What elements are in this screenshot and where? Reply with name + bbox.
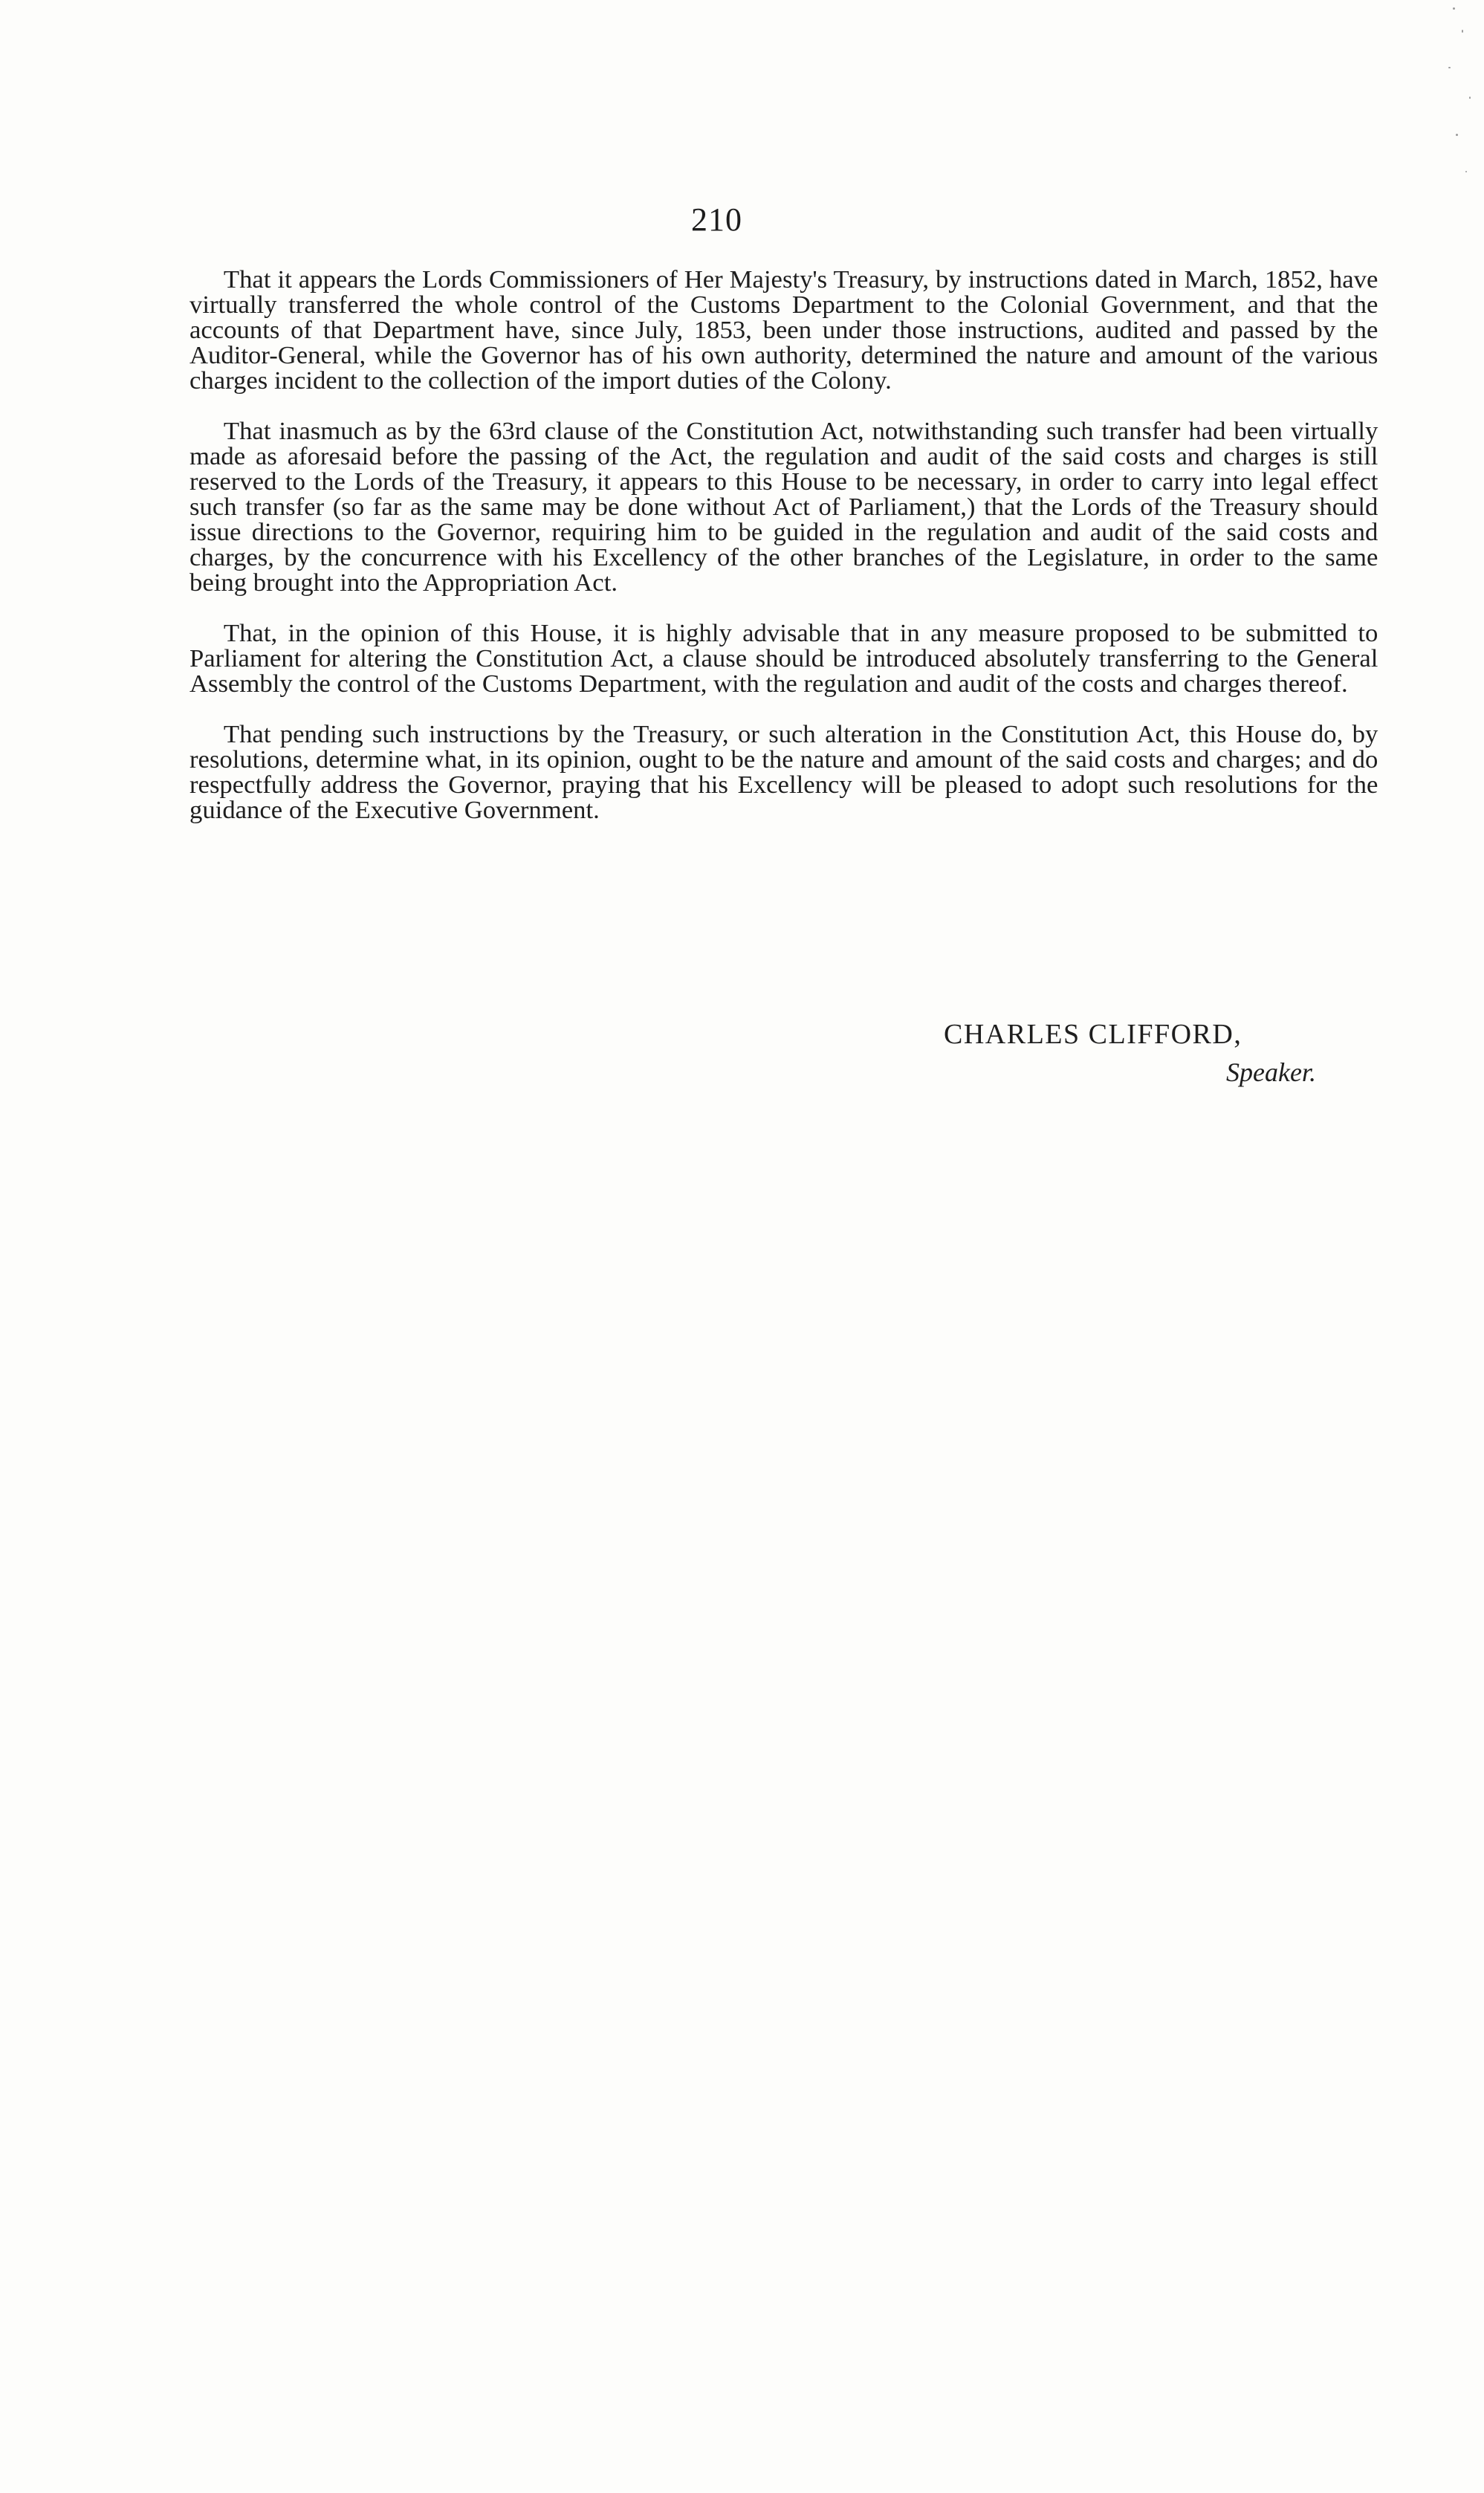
speck bbox=[1453, 7, 1455, 10]
paragraph-parliament-measure: That, in the opinion of this House, it is highly advisable that in any measure proposed to be submitted to Parliament for altering the Constitution Act, a clause should be introduced absolutely transferring to the General Assembly the control of the Customs Department, with the regulation and audit of the costs and charges thereof. bbox=[189, 620, 1378, 698]
speck bbox=[1448, 67, 1451, 68]
speck bbox=[1456, 134, 1458, 136]
speck bbox=[1465, 171, 1467, 172]
paragraph-pending-instructions: That pending such instructions by the Treasury, or such alteration in the Constitution Act, this House do, by resolutions, determine what, in its opinion, ought to be the nature and amount of the said costs and charges; and do respectfully address the Governor, praying that his Excellency will be pleased to adopt such resolutions for the guidance of the Executive Government. bbox=[189, 721, 1378, 824]
paragraph-constitution-clause: That inasmuch as by the 63rd clause of the Constitution Act, notwithstanding such transfer had been virtually made as aforesaid before the passing of the Act, the regulation and audit of the said costs and charges is still reserved to the Lords of the Treasury, it appears to this House to be necessary, in order to carry into legal effect such transfer (so far as the same may be done without Act of Parliament,) that the Lords of the Treasury should issue directions to the Governor, requiring him to be guided in the regulation and audit of the said costs and charges, by the concurrence with his Excellency of the other branches of the Legislature, in order to the same being brought into the Appropriation Act. bbox=[189, 418, 1378, 597]
paragraph-customs-transfer: That it appears the Lords Commissioners of Her Majesty's Treasury, by instructions dated in March, 1852, have virtually transferred the whole control of the Customs Department to the Colonial Government, and that the accounts of that Department have, since July, 1853, been under those instructions, audited and passed by the Auditor-General, while the Governor has of his own authority, determined the nature and amount of the various charges incident to the collection of the import duties of the Colony. bbox=[189, 266, 1378, 395]
signature-block bbox=[944, 1018, 1316, 1088]
signatory-name: CHARLES CLIFFORD, bbox=[944, 1019, 1242, 1050]
speck bbox=[1469, 97, 1471, 99]
speck bbox=[1462, 30, 1463, 33]
page-edge-specks bbox=[1439, 0, 1484, 223]
signatory-title: Speaker. bbox=[1226, 1057, 1316, 1087]
page-number: 210 bbox=[691, 201, 742, 238]
resolution-body bbox=[189, 268, 1378, 849]
